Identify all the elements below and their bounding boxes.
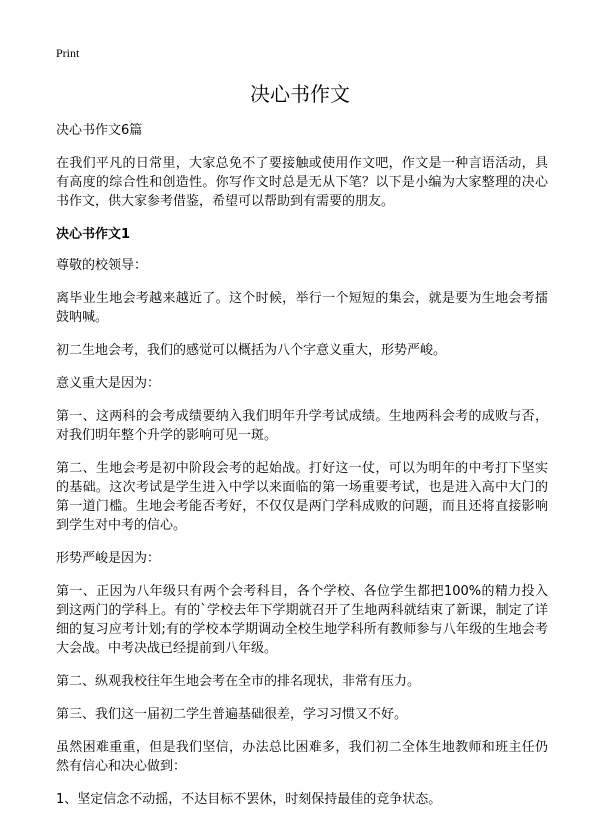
page-title: 决心书作文: [250, 82, 350, 106]
body-paragraph: 离毕业生地会考越来越近了。这个时候，举行一个短短的集会，就是要为生地会考擂鼓呐喊。: [56, 291, 548, 325]
body-paragraph: 意义重大是因为：: [56, 376, 161, 391]
body-paragraph: 第二、纵观我校往年生地会考在全市的排名现状，非常有压力。: [56, 674, 421, 689]
body-paragraph: 第二、生地会考是初中阶段会考的起始战。打好这一仗，可以为明年的中考打下坚实的基础。这次考试是学生进入中学以来面临的第一场重要考试，也是进入高中大门的第一道门槛。生地会考能否考好，不仅仅是两门学科成败的问题，而且还将直接影响到学生对中考的信心。: [56, 461, 548, 533]
article-subtitle: 决心书作文6篇: [56, 123, 143, 138]
body-paragraph: 第一、正因为八年级只有两个会考科目，各个学校、各位学生都把100%的精力投入到这两门的学科上。有的`学校去年下学期就召开了生地两科就结束了新课，制定了详细的复习应考计划;有的学校本学期调动全校生地学科所有教师参与八年级的生地会考大会战。中考决战已经提前到八年级。: [56, 584, 548, 656]
body-paragraph: 初二生地会考，我们的感觉可以概括为八个字意义重大，形势严峻。: [56, 343, 447, 358]
intro-paragraph: 在我们平凡的日常里，大家总免不了要接触或使用作文吧，作文是一种言语活动，具有高度的综合性和创造性。你写作文时总是无从下笔？以下是小编为大家整理的决心书作文，供大家参考借鉴，希望可以帮助到有需要的朋友。: [56, 156, 548, 209]
print-link[interactable]: Print: [56, 46, 80, 60]
article-body: [56, 121, 548, 823]
section-heading: 决心书作文1: [56, 227, 131, 242]
body-paragraph: 虽然困难重重，但是我们坚信，办法总比困难多，我们初二全体生地教师和班主任仍然有信心和决心做到：: [56, 740, 548, 774]
body-paragraph: 第一、这两科的会考成绩要纳入我们明年升学考试成绩。生地两科会考的成败与否，对我们明年整个升学的影响可见一斑。: [56, 409, 548, 443]
body-paragraph: 形势严峻是因为：: [56, 551, 161, 566]
body-paragraph: 1、坚定信念不动摇，不达目标不罢休，时刻保持最佳的竞争状态。: [56, 792, 442, 807]
body-paragraph: 第三、我们这一届初二学生普遍基础很差，学习习惯又不好。: [56, 707, 408, 722]
salutation: 尊敬的校领导：: [56, 258, 148, 273]
